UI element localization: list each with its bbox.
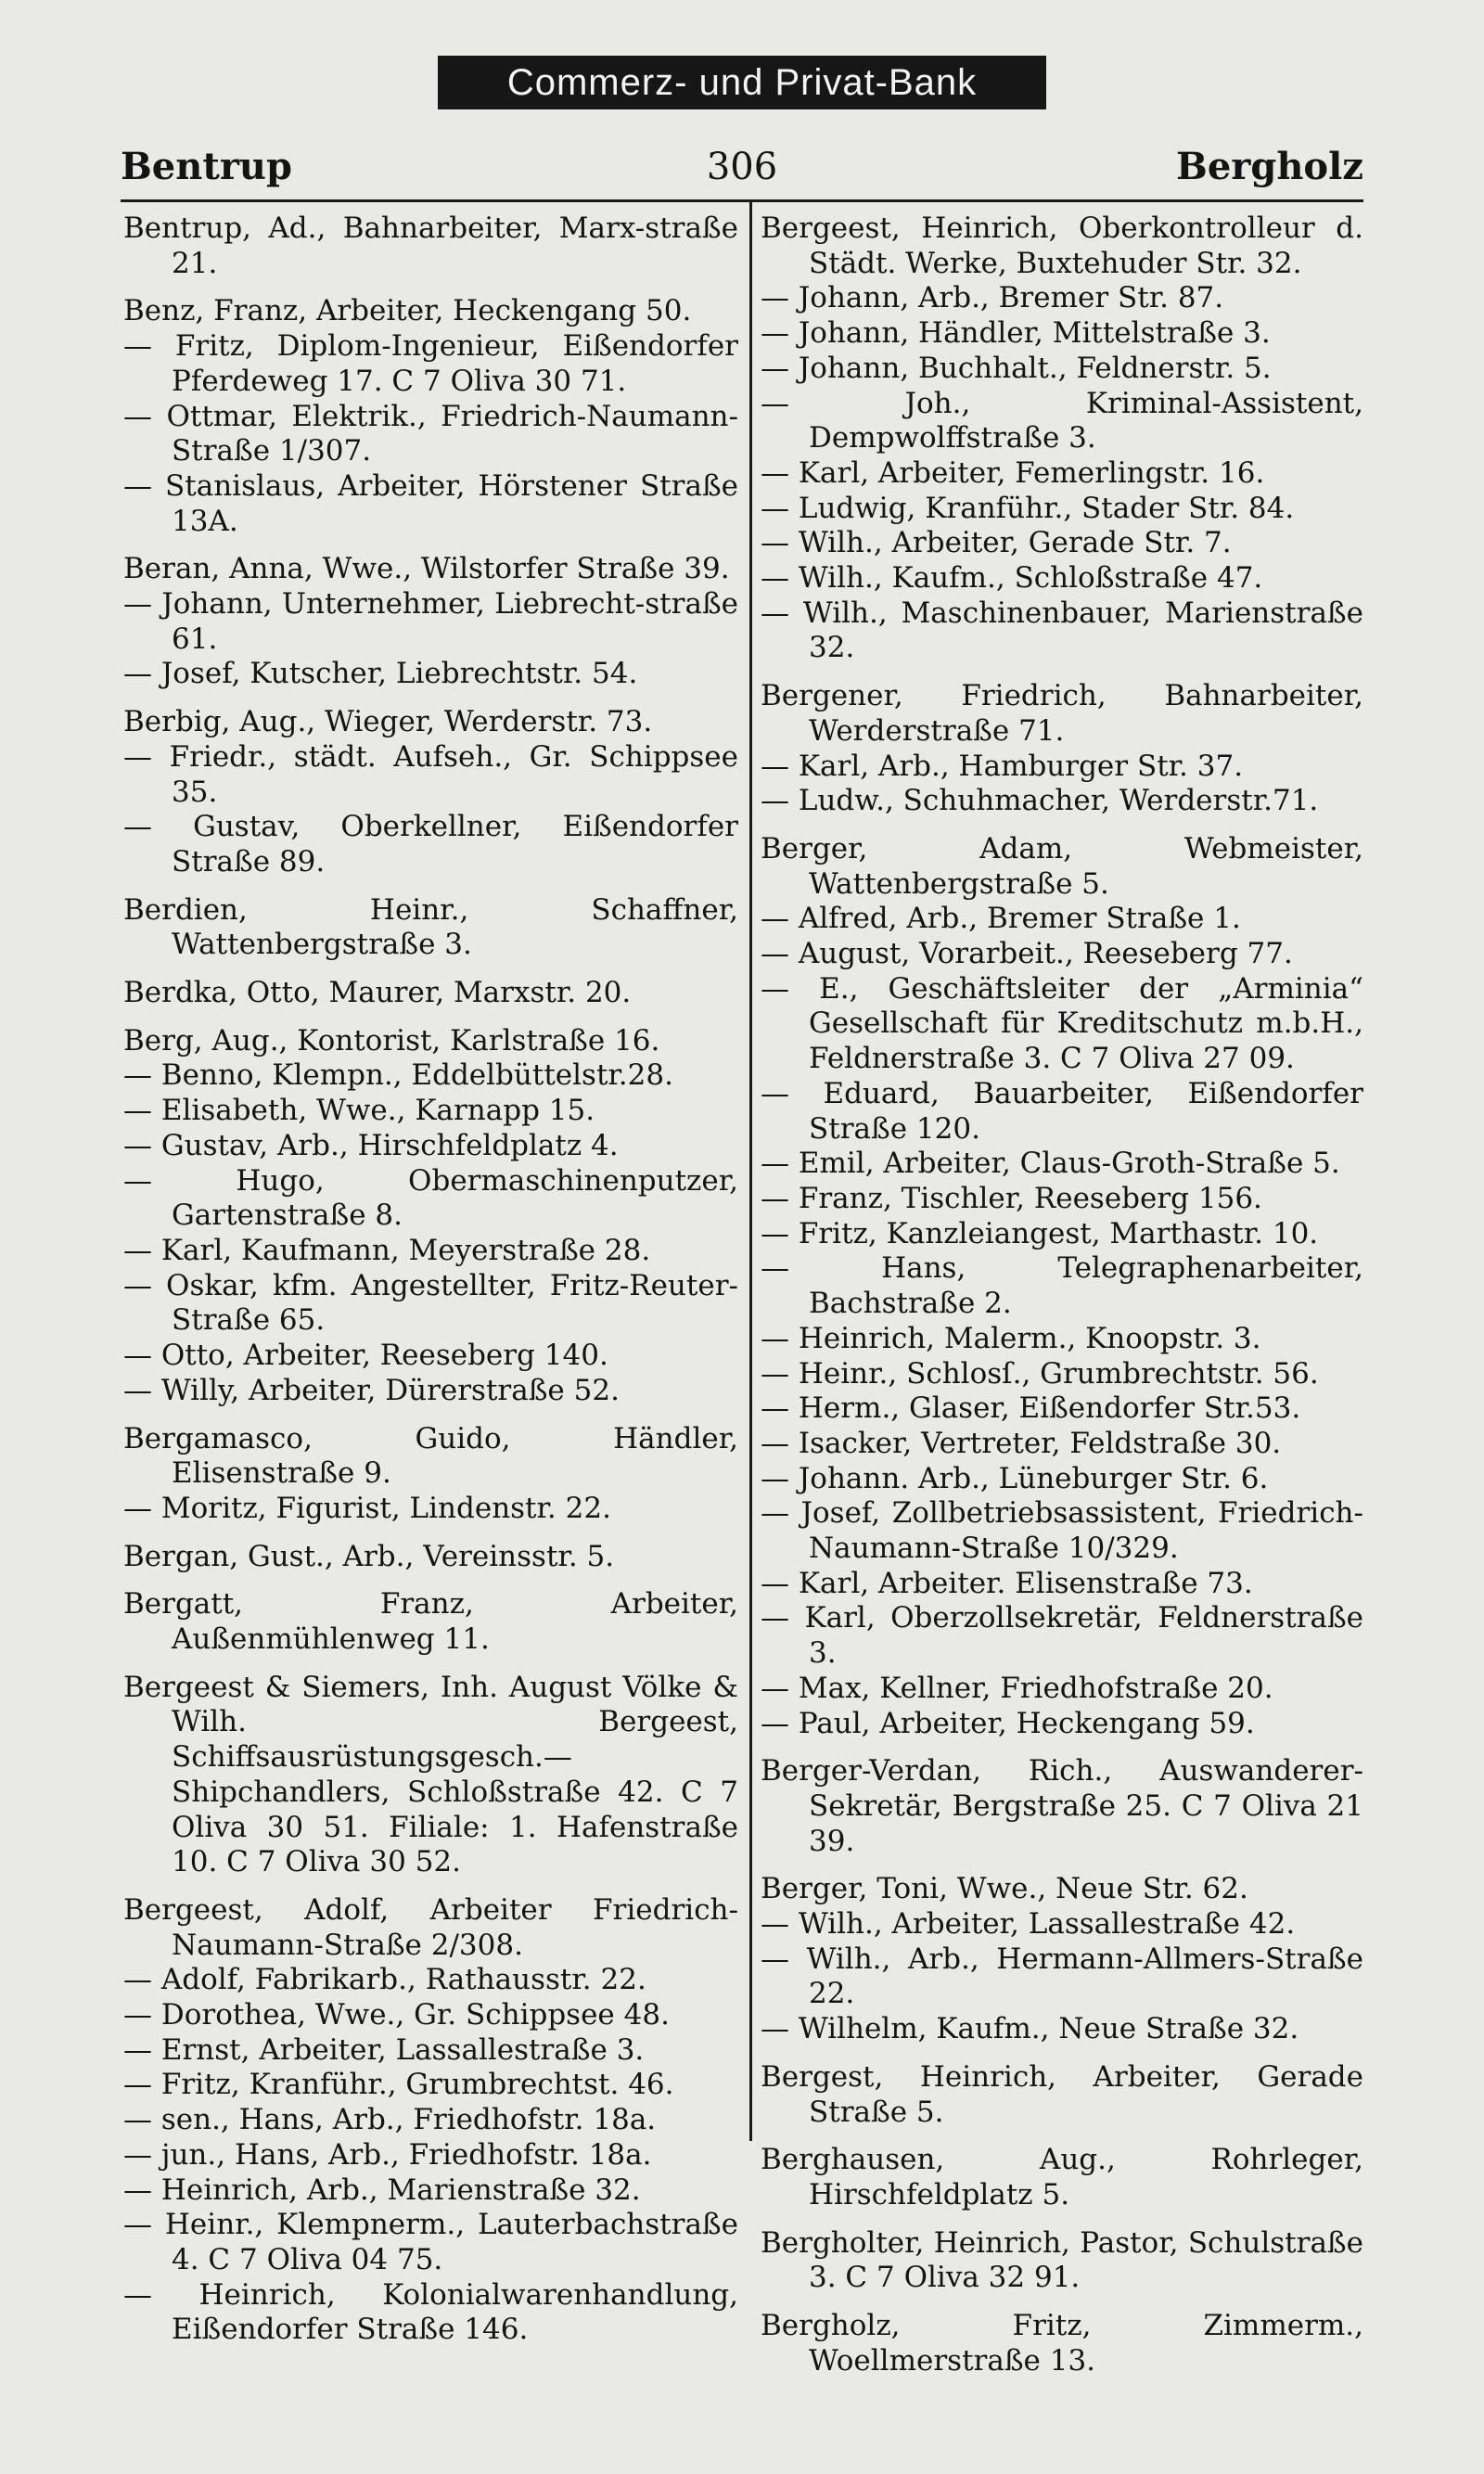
directory-entry: — sen., Hans, Arb., Friedhofstr. 18a. <box>123 2103 657 2137</box>
directory-entry: — Ottmar, Elektrik., Friedrich-Naumann-Straße 1/307. <box>123 399 738 468</box>
directory-entry: — Josef, Zollbetriebsassistent, Friedrich-Naumann-Straße 10/329. <box>761 1496 1363 1566</box>
directory-entry: — Johann, Händler, Mittelstraße 3. <box>761 316 1271 351</box>
directory-entry: Bergener, Friedrich, Bahnarbeiter, Werderstraße 71. <box>761 679 1363 748</box>
directory-entry: — Gustav, Oberkellner, Eißendorfer Straße 89. <box>123 810 738 878</box>
directory-entry: — Ludwig, Kranführ., Stader Str. 84. <box>761 491 1295 525</box>
directory-entry: Bergeest & Siemers, Inh. August Völke & Wilh. Bergeest, Schiffsausrüstungsgesch.—Shipchandlers, Schloßstraße 42. C 7 Oliva 30 51. Filiale: 1. Hafenstraße 10. C 7 Oliva 30 52. <box>123 1670 738 1879</box>
header-last-name: Bergholz <box>1176 145 1363 188</box>
directory-entry: — August, Vorarbeit., Reeseberg 77. <box>761 937 1293 971</box>
directory-entry: — Paul, Arbeiter, Heckengang 59. <box>761 1706 1255 1740</box>
directory-entry: — Fritz, Kranführ., Grumbrechtst. 46. <box>123 2068 674 2102</box>
directory-entry: Bergamasco, Guido, Händler, Elisenstraße 9. <box>123 1421 738 1491</box>
directory-entry: — Elisabeth, Wwe., Karnapp 15. <box>123 1094 595 1128</box>
directory-entry: — Alfred, Arb., Bremer Straße 1. <box>761 902 1241 936</box>
directory-entry: Berger, Toni, Wwe., Neue Str. 62. <box>761 1872 1248 1906</box>
directory-entry: — E., Geschäftsleiter der „Arminia“ Gesellschaft für Kreditschutz m.b.H., Feldnerstraße 3. C 7 Oliva 27 09. <box>761 971 1363 1076</box>
directory-entry: — Wilhelm, Kaufm., Neue Straße 32. <box>761 2012 1299 2046</box>
directory-entry: — Hans, Telegraphenarbeiter, Bachstraße 2. <box>761 1251 1363 1321</box>
directory-entry: — Moritz, Figurist, Lindenstr. 22. <box>123 1491 611 1525</box>
directory-entry: Berdka, Otto, Maurer, Marxstr. 20. <box>123 976 632 1010</box>
directory-entry: — Willy, Arbeiter, Dürerstraße 52. <box>123 1373 620 1407</box>
column-divider <box>749 202 752 2141</box>
directory-entry: — Wilh., Maschinenbauer, Marienstraße 32. <box>761 596 1363 665</box>
directory-entry: — Heinr., Schlosſ., Grumbrechtstr. 56. <box>761 1356 1319 1391</box>
directory-entry: — Karl, Kaufmann, Meyerstraße 28. <box>123 1233 651 1267</box>
directory-entry: Bergan, Gust., Arb., Vereinsstr. 5. <box>123 1539 615 1573</box>
directory-entry: — Dorothea, Wwe., Gr. Schippsee 48. <box>123 1998 670 2032</box>
directory-entry: — Fritz, Kanzleiangest, Marthastr. 10. <box>761 1216 1319 1250</box>
page-number: 306 <box>706 146 778 188</box>
directory-entry: — Gustav, Arb., Hirschfeldplatz 4. <box>123 1128 619 1162</box>
directory-entry: — Johann. Arb., Lüneburger Str. 6. <box>761 1461 1269 1495</box>
directory-entry: — Wilh., Arbeiter, Gerade Str. 7. <box>761 526 1232 560</box>
directory-entry: — Karl, Arb., Hamburger Str. 37. <box>761 749 1244 783</box>
directory-entry: — Johann, Unternehmer, Liebrecht-straße 61. <box>123 587 738 656</box>
directory-entry: — Ernst, Arbeiter, Lassallestraße 3. <box>123 2032 645 2067</box>
directory-entry: — Johann, Buchhalt., Feldnerstr. 5. <box>761 351 1272 385</box>
directory-entry: Bentrup, Ad., Bahnarbeiter, Marx-straße 21. <box>123 212 738 280</box>
directory-entry: Benz, Franz, Arbeiter, Heckengang 50. <box>123 294 692 328</box>
bank-banner: Commerz- und Privat-Bank <box>438 56 1046 109</box>
directory-entry: — Max, Kellner, Friedhofstraße 20. <box>761 1671 1273 1705</box>
page-header <box>121 139 1363 195</box>
directory-entry: — Wilh., Arbeiter, Lassallestraße 42. <box>761 1907 1296 1942</box>
directory-entry: Bergeest, Heinrich, Oberkontrolleur d. Städt. Werke, Buxtehuder Str. 32. <box>761 212 1363 280</box>
directory-entry: — Oskar, kfm. Angestellter, Fritz-Reuter-Straße 65. <box>123 1268 738 1338</box>
directory-entry: — Wilh., Kaufm., Schloßstraße 47. <box>761 561 1263 596</box>
directory-entry: — Franz, Tischler, Reeseberg 156. <box>761 1181 1262 1215</box>
directory-entry: Bergholter, Heinrich, Pastor, Schulstraße 3. C 7 Oliva 32 91. <box>761 2225 1363 2295</box>
directory-entry: Bergeest, Adolf, Arbeiter Friedrich-Naumann-Straße 2/308. <box>123 1892 738 1962</box>
directory-entry: Berdien, Heinr., Schaffner, Wattenbergstraße 3. <box>123 892 738 962</box>
directory-entry: — Fritz, Diplom-Ingenieur, Eißendorfer Pferdeweg 17. C 7 Oliva 30 71. <box>123 329 738 398</box>
directory-entry: — Karl, Arbeiter, Femerlingstr. 16. <box>761 455 1265 490</box>
directory-entry: — Stanislaus, Arbeiter, Hörstener Straße 13A. <box>123 468 738 538</box>
header-first-name: Bentrup <box>121 145 292 188</box>
directory-entry: — Heinrich, Arb., Marienstraße 32. <box>123 2173 641 2207</box>
directory-entry: — Adolf, Fabrikarb., Rathausstr. 22. <box>123 1963 646 1997</box>
directory-entry: Berger-Verdan, Rich., Auswanderer-Sekretär, Bergstraße 25. C 7 Oliva 21 39. <box>761 1754 1363 1858</box>
directory-entry: — Heinr., Klempnerm., Lauterbachstraße 4. C 7 Oliva 04 75. <box>123 2208 738 2276</box>
directory-entry: Berg, Aug., Kontorist, Karlstraße 16. <box>123 1023 660 1058</box>
right-column <box>761 212 1363 2378</box>
directory-entry: Beran, Anna, Wwe., Wilstorfer Straße 39. <box>123 552 730 586</box>
directory-entry: — Herm., Glaser, Eißendorfer Str.53. <box>761 1391 1301 1426</box>
directory-entry: — Karl, Arbeiter. Elisenstraße 73. <box>761 1566 1253 1600</box>
directory-entry: — Benno, Klempn., Eddelbüttelstr.28. <box>123 1058 673 1093</box>
directory-entry: Bergest, Heinrich, Arbeiter, Gerade Straße 5. <box>761 2059 1363 2129</box>
directory-entry: — Heinrich, Kolonialwarenhandlung, Eißendorfer Straße 146. <box>123 2277 738 2347</box>
directory-entry: — Wilh., Arb., Hermann-Allmers-Straße 22. <box>761 1942 1363 2011</box>
directory-entry: — Friedr., städt. Aufseh., Gr. Schippsee 35. <box>123 739 738 809</box>
directory-entry: — Emil, Arbeiter, Claus-Groth-Straße 5. <box>761 1147 1340 1181</box>
directory-entry: — Hugo, Obermaschinenputzer, Gartenstraße 8. <box>123 1163 738 1233</box>
directory-entry: — Otto, Arbeiter, Reeseberg 140. <box>123 1339 608 1373</box>
left-column <box>123 212 738 2348</box>
directory-entry: — Eduard, Bauarbeiter, Eißendorfer Straße 120. <box>761 1076 1363 1146</box>
directory-entry: Berghausen, Aug., Rohrleger, Hirschfeldplatz 5. <box>761 2143 1363 2211</box>
directory-entry: — Josef, Kutscher, Liebrechtstr. 54. <box>123 657 638 691</box>
directory-entry: — Heinrich, Malerm., Knoopstr. 3. <box>761 1321 1261 1355</box>
directory-entry: Bergholz, Fritz, Zimmerm., Woellmerstraße 13. <box>761 2309 1363 2378</box>
directory-entry: — Ludw., Schuhmacher, Werderstr.71. <box>761 784 1319 818</box>
directory-entry: — Karl, Oberzollsekretär, Feldnerstraße 3. <box>761 1601 1363 1671</box>
directory-entry: — Joh., Kriminal-Assistent, Dempwolffstraße 3. <box>761 386 1363 455</box>
directory-entry: Berbig, Aug., Wieger, Werderstr. 73. <box>123 705 653 739</box>
directory-entry: Bergatt, Franz, Arbeiter, Außenmühlenweg 11. <box>123 1587 738 1657</box>
directory-entry: — Johann, Arb., Bremer Str. 87. <box>761 281 1224 315</box>
directory-entry: — Isacker, Vertreter, Feldstraße 30. <box>761 1426 1282 1460</box>
directory-entry: Berger, Adam, Webmeister, Wattenbergstraße 5. <box>761 831 1363 901</box>
directory-entry: — jun., Hans, Arb., Friedhofstr. 18a. <box>123 2137 652 2172</box>
header-rule <box>121 199 1363 202</box>
